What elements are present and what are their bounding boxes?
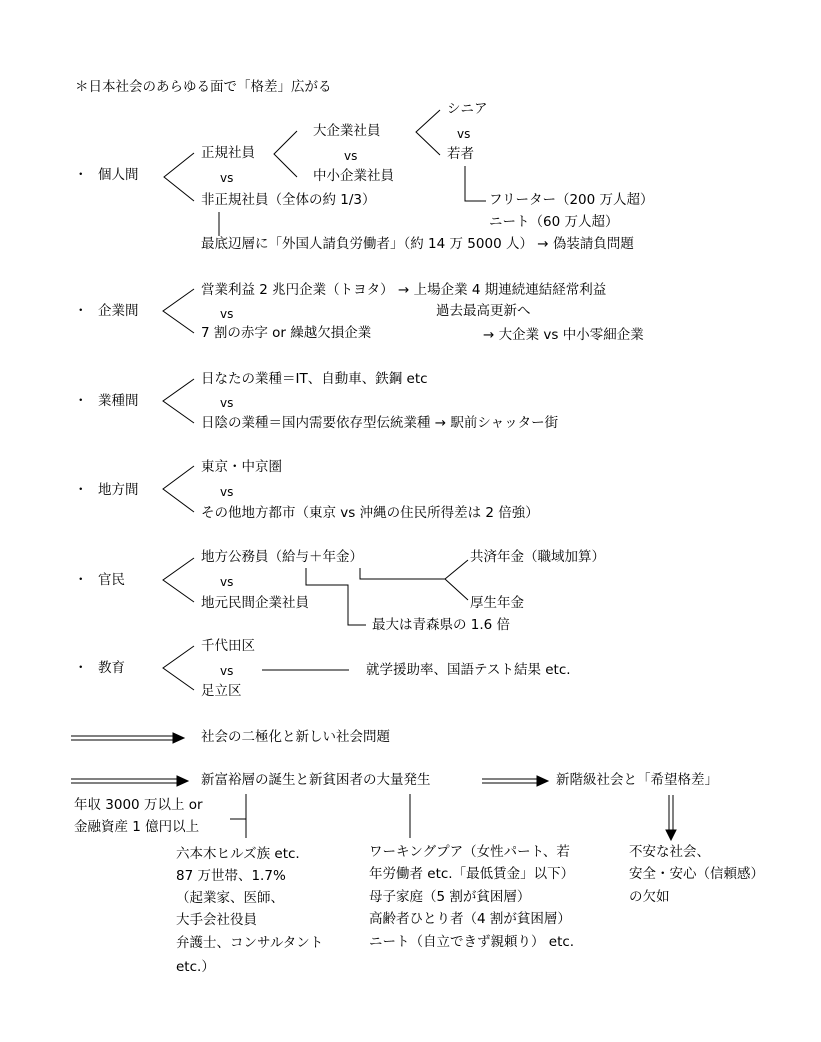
bracket-regional	[163, 466, 194, 512]
vs-label: vs	[220, 307, 234, 321]
education-right: 就学援助率、国語テスト結果 etc.	[366, 662, 571, 678]
vs-label: vs	[220, 575, 234, 589]
new-rich-and-poor: 新富裕層の誕生と新貧困者の大量発生	[201, 772, 431, 788]
public-bottom: 地元民間企業社員	[201, 595, 309, 611]
vs-label: vs	[344, 149, 358, 163]
connector-pension	[360, 568, 445, 579]
bullet: ・	[74, 482, 88, 498]
public-top: 地方公務員（給与＋年金）	[201, 549, 363, 565]
rich-group-line: 87 万世帯、1.7%	[176, 868, 286, 884]
mutual-pension: 共済年金（職域加算）	[470, 549, 605, 565]
vs-label: vs	[220, 171, 234, 185]
rich-group-line: 弁護士、コンサルタント	[176, 935, 324, 951]
bullet: ・	[74, 303, 88, 319]
poor-group-line: 年労働者 etc.「最低賃金」以下）	[369, 866, 575, 882]
bracket-education	[163, 646, 194, 690]
label-industry: 業種間	[98, 393, 139, 409]
poor-group-line: ワーキングプア（女性パート、若	[369, 844, 570, 860]
neet: ニート（60 万人超）	[489, 214, 619, 230]
rich-group-line: etc.）	[176, 959, 215, 975]
vs-label: vs	[220, 396, 234, 410]
regular-employee: 正規社員	[201, 145, 255, 161]
label-individual: 個人間	[98, 167, 139, 183]
senior: シニア	[447, 101, 488, 117]
max-difference: 最大は青森県の 1.6 倍	[372, 617, 511, 633]
bullet: ・	[74, 393, 88, 409]
poor-group-line: ニート（自立できず親頼り） etc.	[369, 934, 575, 950]
young-people: 若者	[447, 146, 474, 162]
bullet: ・	[74, 660, 88, 676]
bullet: ・	[74, 572, 88, 588]
vs-label: vs	[220, 485, 234, 499]
anxiety-line: 不安な社会、	[629, 844, 710, 860]
label-public-private: 官民	[98, 572, 125, 588]
poor-group-line: 母子家庭（5 割が貧困層）	[369, 889, 531, 905]
rich-group-line: 大手会社役員	[176, 912, 257, 928]
regional-top: 東京・中京圏	[201, 459, 282, 475]
new-class-society: 新階級社会と「希望格差」	[556, 772, 718, 788]
poor-group-line: 高齢者ひとり者（4 割が貧困層）	[369, 911, 571, 927]
bracket-pension	[445, 560, 468, 600]
bottom-layer: 最底辺層に「外国人請負労働者」（約 14 万 5000 人） → 偽装請負問題	[201, 236, 634, 252]
vs-label: vs	[220, 664, 234, 678]
label-education: 教育	[98, 660, 125, 676]
connector-max	[306, 568, 366, 625]
welfare-pension: 厚生年金	[470, 595, 524, 611]
bracket-large	[416, 110, 440, 155]
bracket-individual	[164, 153, 194, 201]
corporate-bottom: 7 割の赤字 or 繰越欠損企業	[201, 325, 372, 341]
label-regional: 地方間	[98, 482, 139, 498]
anxiety-line: の欠如	[629, 889, 670, 905]
bracket-regular	[274, 131, 297, 177]
rich-group-line: （起業家、医師、	[176, 890, 284, 906]
polarization: 社会の二極化と新しい社会問題	[201, 729, 390, 745]
industry-top: 日なたの業種＝IT、自動車、鉄鋼 etc	[201, 371, 428, 387]
assets-criterion: 金融資産 1 億円以上	[74, 819, 200, 835]
education-bottom: 足立区	[201, 683, 242, 699]
bullet: ・	[74, 167, 88, 183]
bracket-industry	[163, 379, 194, 423]
rich-group-line: 六本木ヒルズ族 etc.	[176, 846, 300, 862]
nonregular-employee: 非正規社員（全体の約 1/3）	[201, 192, 376, 208]
income-criterion: 年収 3000 万以上 or	[74, 797, 203, 813]
sme-employee: 中小企業社員	[313, 168, 394, 184]
industry-bottom: 日陰の業種＝国内需要依存型伝統業種 → 駅前シャッター街	[201, 415, 559, 431]
corporate-record: 過去最高更新へ	[436, 303, 531, 319]
education-top: 千代田区	[201, 638, 255, 654]
label-corporate: 企業間	[98, 303, 139, 319]
anxiety-line: 安全・安心（信頼感）	[629, 866, 764, 882]
regional-bottom: その他地方都市（東京 vs 沖縄の住民所得差は 2 倍強）	[201, 505, 539, 521]
connector-young	[465, 166, 486, 201]
corporate-result: → 大企業 vs 中小零細企業	[483, 327, 644, 343]
corporate-top: 営業利益 2 兆円企業（トヨタ） → 上場企業 4 期連続連結経常利益	[201, 282, 607, 298]
page-title: ＊日本社会のあらゆる面で「格差」広がる	[75, 79, 332, 95]
large-company-employee: 大企業社員	[313, 123, 381, 139]
bracket-public	[163, 558, 194, 602]
bracket-corporate	[163, 289, 194, 333]
vs-label: vs	[457, 127, 471, 141]
freeter: フリーター（200 万人超）	[489, 192, 654, 208]
